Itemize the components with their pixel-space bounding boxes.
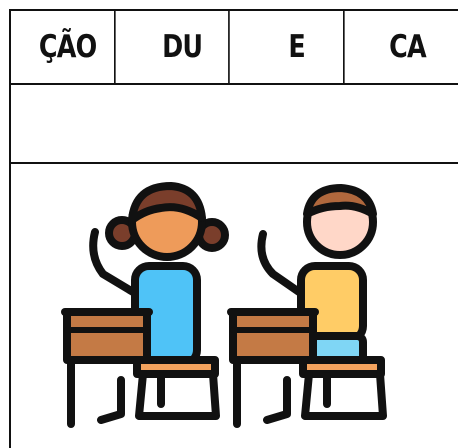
students-at-desks-icon (11, 164, 458, 448)
answer-box[interactable] (9, 85, 458, 164)
syllable-cell-3 (250, 11, 344, 83)
syllable-text: CA (389, 29, 426, 65)
syllable-text: E (288, 29, 305, 65)
picture-panel (9, 164, 458, 448)
syllable-row (9, 9, 458, 85)
syllable-text: ÇÃO (38, 29, 97, 65)
syllable-cell-1 (21, 11, 115, 83)
syllable-text: DU (162, 29, 203, 65)
syllable-cell-4 (364, 11, 450, 83)
syllable-cell-2 (136, 11, 229, 83)
